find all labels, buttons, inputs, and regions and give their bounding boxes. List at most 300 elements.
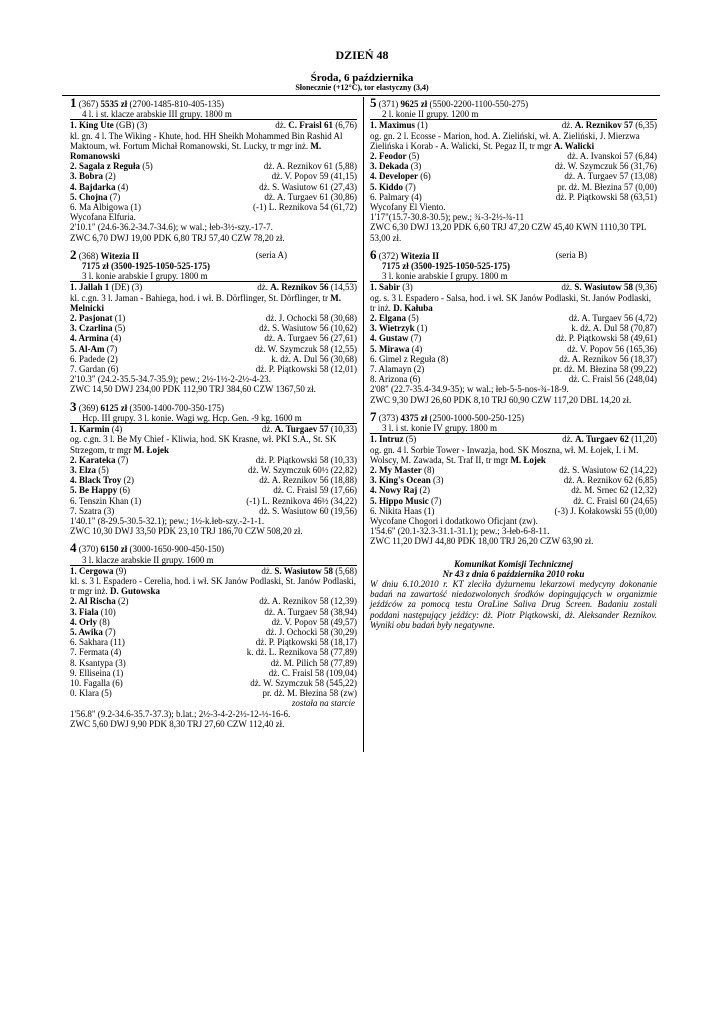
winner-jockey-prefix: dż. [257, 282, 268, 293]
placed-start: (2) [419, 485, 430, 496]
winner-name: 1. Karmin [70, 424, 110, 435]
placed-row [370, 171, 657, 181]
placed-left [70, 344, 117, 354]
winner-right [562, 434, 657, 444]
race-block [370, 95, 657, 243]
placed-horse: 3. Wietrzyk [370, 323, 415, 334]
placed-jockey: dż. S. Wasiutow 62 (14,22) [559, 464, 657, 475]
placed-start: (7) [106, 343, 118, 354]
placed-start: (7) [405, 181, 416, 192]
winner-jockey: S. Wasiutow 58 [274, 565, 333, 576]
other-jockey: dż. P. Piątkowski 58 (63,51) [555, 191, 657, 202]
placed-row [370, 344, 657, 354]
other-row [70, 658, 357, 668]
winner-left [370, 434, 416, 444]
right-column [370, 95, 657, 630]
breeding-info [70, 293, 357, 313]
other-horse: 10. Fagalla (6) [70, 677, 123, 688]
winner-start: (4) [111, 424, 123, 435]
placed-row [370, 323, 657, 333]
placed-jockey: dż. W. Szymczuk 60½ (22,82) [248, 464, 357, 475]
other-jockey: dż. W. Szymczuk 58 (545,22) [250, 677, 357, 688]
placed-horse: 3. King's Ocean [370, 475, 431, 486]
winner-odds: (10,33) [330, 424, 357, 435]
winner-start: (1) [417, 120, 428, 131]
placed-jockey: dż. A. Turgaev 56 (27,61) [264, 333, 357, 344]
placed-start: (6) [119, 485, 131, 496]
other-row [70, 364, 357, 374]
race-code: (367) [78, 99, 99, 109]
placed-left [70, 313, 125, 323]
placed-start: (8) [99, 616, 110, 627]
race-number: 1 [70, 95, 77, 110]
placed-jockey: dż. C. Fraisl 59 (17,66) [273, 485, 357, 496]
placed-left [70, 333, 121, 343]
race-note: Wycofane Chogori i dodatkowo Oficjant (zw). [370, 515, 538, 526]
winner-left [70, 282, 142, 292]
trainer-name: D. Kałuba [393, 302, 433, 313]
placed-left [70, 323, 125, 333]
winner-name: 1. Intruz [370, 434, 404, 445]
other-row [70, 668, 357, 678]
placed-horse: 3. Dekada [370, 161, 409, 172]
breeding-info [370, 131, 657, 151]
other-jockey: dż. S. Wasiutow 60 (19,56) [259, 505, 357, 516]
other-row [70, 637, 357, 647]
winner-odds: (5,68) [335, 565, 357, 576]
race-note: 2'08" (22.7-35.4-34.9-35); w wal.; łeb-5-5-nos-¾-18-9. [370, 384, 569, 395]
placed-left [370, 323, 427, 333]
prize-split: (3500-1400-700-350-175) [129, 402, 224, 413]
breeding-info [70, 434, 357, 454]
placed-row [70, 485, 357, 495]
winner-right [261, 566, 357, 576]
trainer-name: M. Łojek [133, 444, 169, 455]
race-conditions: 3 l. i st. konie IV grupy. 1800 m [370, 423, 657, 434]
race-note: 1'54.6" (20.1-32.3-31.1-31.1); pew.; 3-łeb-6-8-11. [370, 526, 550, 537]
placed-row [70, 182, 357, 192]
race-conditions: 3 l. konie arabskie I grupy. 1800 m [70, 271, 357, 282]
winner-row [70, 566, 357, 576]
trainer-name: A. Walicki [553, 140, 595, 151]
placed-horse: 4. Orly [70, 616, 97, 627]
race-series: (seria A) [255, 249, 287, 260]
placed-jockey: dż. S. Wasiutow 56 (10,62) [259, 323, 357, 334]
placed-left [370, 475, 444, 485]
placed-jockey: dż. A. Turgaev 61 (30,86) [264, 191, 357, 202]
placed-left [370, 333, 421, 343]
placed-jockey: dż. P. Piątkowski 58 (49,61) [555, 333, 657, 344]
winner-jockey: C. Fraisl 61 [288, 120, 333, 131]
prize-split: (2500-1000-500-250-125) [429, 412, 524, 423]
placed-left [370, 465, 434, 475]
race-note: Wycofany El Viento. [370, 202, 446, 213]
komunikat-number: Nr 43 z dnia 6 października 2010 roku [442, 568, 585, 579]
placed-horse: 5. Be Happy [70, 485, 118, 496]
other-horse: 8. Arizona (6) [370, 374, 421, 385]
race-header [370, 95, 657, 110]
other-jockey: pr. dż. M. Błezina 58 (99,22) [552, 364, 657, 375]
placed-left [70, 627, 116, 637]
placed-jockey: pr. dż. M. Błezina 57 (0,00) [557, 181, 657, 192]
race-prize-line: 7175 zł (3500-1925-1050-525-175) [82, 261, 210, 272]
winner-name: 1. Sabir [370, 282, 401, 293]
winner-jockey: A. Reznikov 56 [270, 282, 329, 293]
placed-left [70, 617, 110, 627]
placed-row [370, 151, 657, 161]
placed-start: (7) [410, 333, 422, 344]
placed-left [370, 161, 421, 171]
race-note: ZWC 5,60 DWJ 9,90 PDK 8,30 TRJ 27,60 CZW 112,40 zł. [70, 718, 285, 729]
placed-start: (1) [114, 313, 126, 324]
winner-jockey-prefix: dż. [562, 434, 573, 445]
placed-horse: 4. Black Troy [70, 475, 122, 486]
winner-left [370, 120, 428, 130]
placed-horse: 4. Armina [70, 333, 109, 344]
placed-left [370, 496, 442, 506]
race-note: 2'10.3" (24.2-35.5-34.7-35.9); pew.; 2½-1½-2-2½-4-23. [70, 374, 271, 385]
winner-jockey: A. Turgaev 57 [274, 424, 329, 435]
placed-left [70, 182, 128, 192]
other-row [70, 688, 357, 698]
race-prize: 5535 zł [100, 99, 128, 109]
winner-row [370, 434, 657, 444]
other-jockey: dż. P. Piątkowski 58 (18,17) [255, 637, 357, 648]
race-prize-line: 7175 zł (3500-1925-1050-525-175) [382, 261, 510, 272]
race-conditions: Hcp. III grupy. 3 l. konie. Wagi wg. Hcp. Gen. -9 kg. 1600 m [70, 413, 357, 424]
race-number: 7 [370, 408, 377, 424]
breeding-text: og. c.gn. 3 l. Be My Chief - Kliwia, hod. SK Krasne, wł. PKI S.A., St. SK Strzegom, tr mgr [70, 434, 337, 455]
winner-row [370, 282, 657, 292]
placed-horse: 3. Czarlina [70, 323, 113, 334]
placed-row [70, 192, 357, 202]
placed-horse: 3. Bobra [70, 171, 104, 182]
other-row [70, 496, 357, 506]
placed-left [70, 161, 153, 171]
breeding-text: kl. s. 3 l. Espadero - Cerelia, hod. i wł. SK Janów Podlaski, St. Janów Podlaski, tr mgr inż. [70, 575, 356, 597]
trainer-prefix: tr [322, 292, 328, 303]
winner-start: (3) [402, 282, 413, 293]
placed-jockey: dż. V. Popov 59 (41,15) [271, 171, 357, 182]
race-number: 4 [70, 540, 77, 556]
race-block [370, 246, 657, 405]
placed-row [70, 596, 357, 606]
other-row [70, 354, 357, 364]
placed-horse: 2. Al Rischa [70, 596, 116, 607]
winner-jockey: A. Reznikov 57 [574, 120, 633, 131]
other-row [370, 364, 657, 374]
placed-jockey: dż. W. Szymczuk 58 (12,55) [254, 343, 357, 354]
race-conditions: 3 l. klacze arabskie II grupy. 1600 m [70, 555, 357, 566]
winner-left [70, 424, 122, 434]
placed-left [370, 344, 422, 354]
placed-jockey: dż. A. Ivanskoi 57 (6,84) [567, 151, 657, 162]
placed-jockey: dż. P. Piątkowski 58 (10,33) [255, 454, 357, 465]
race-conditions: 3 l. konie arabskie I grupy. 1800 m [370, 271, 657, 282]
other-row [370, 374, 657, 384]
race-note: 2'10.1" (24.6-36.2-34.7-34.6); w wal.; łeb-3½-szy.-17-7. [70, 222, 273, 233]
race-block [70, 246, 357, 395]
placed-left [70, 171, 116, 181]
placed-row [70, 344, 357, 354]
trainer-name: M. Łojek [510, 454, 546, 465]
trainer-name: M. Romanowski [70, 140, 322, 162]
placed-row [370, 313, 657, 323]
race-header-left [70, 246, 140, 262]
placed-left [70, 475, 134, 485]
placed-horse: 3. Fiala [70, 606, 99, 617]
winner-jockey-prefix: dż. [261, 565, 273, 576]
winner-row [70, 282, 357, 292]
placed-start: (5) [142, 161, 153, 172]
race-header [370, 408, 657, 424]
other-jockey: (-3) J. Kołakowski 55 (0,00) [554, 505, 657, 516]
komunikat-body: W dniu 6.10.2010 r. KT zleciła dyżurnemu lekarzowi medycyny dokonanie badań na zawartość niedozwolonych środków dopingujących w organizmie jeźdźców za pomocą testu OraLine Saliva Drug Screen. Badaniu zostali poddani następujący jeźdźcy: dż. Piotr Piątkowski, dż. Aleksander Reznikov. Wyniki obu badań były negatywne. [370, 578, 657, 630]
placed-left [370, 182, 416, 192]
placed-start: (10) [100, 606, 116, 617]
placed-start: (6) [420, 171, 431, 182]
left-column [70, 95, 357, 736]
other-horse: 7. Alamayn (2) [370, 364, 425, 375]
placed-jockey: dż. A. Turgaev 56 (4,72) [568, 313, 657, 324]
race-header [70, 398, 357, 414]
winner-odds: (14,53) [330, 282, 357, 293]
placed-start: (4) [117, 181, 129, 192]
race-header [70, 246, 357, 262]
race-conditions: 4 l. i st. klacze arabskie III grupy. 1800 m [70, 109, 357, 120]
other-jockey: k. dż. L. Reznikova 58 (77,89) [246, 647, 357, 658]
placed-horse: 4. Developer [370, 171, 418, 182]
race-block [70, 398, 357, 537]
winner-start: (GB) (3) [116, 120, 148, 131]
race-prize: 9625 zł [400, 99, 428, 109]
winner-right [262, 424, 357, 434]
race-number: 6 [370, 246, 377, 262]
placed-jockey: dż. V. Popov 56 (165,36) [567, 343, 657, 354]
placed-horse: 5. Hippo Music [370, 495, 429, 506]
placed-left [70, 465, 109, 475]
other-horse: 6. Ma Albigowa (1) [70, 202, 141, 213]
other-row [70, 678, 357, 688]
other-jockey: k. dż. A. Dul 56 (30,68) [271, 353, 357, 364]
placed-left [70, 485, 130, 495]
winner-row [70, 120, 357, 130]
prize-split: (2700-1485-810-405-135) [129, 99, 224, 109]
race-prize: Witezia II [100, 250, 140, 261]
komunikat-title: Komunikat Komisji Technicznej [454, 558, 573, 569]
winner-name: 1. King Ute [70, 120, 114, 131]
winner-jockey-prefix: dż. [561, 282, 573, 293]
race-note: ZWC 6,70 DWJ 19,00 PDK 6,80 TRJ 57,40 CZW 78,20 zł. [70, 232, 285, 243]
placed-horse: 5. Mirawa [370, 343, 410, 354]
placed-start: (5) [408, 151, 420, 162]
placed-row [70, 313, 357, 323]
other-horse: 9. Elliseina (1) [70, 667, 124, 678]
placed-start: (8) [423, 464, 435, 475]
placed-horse: 2. My Master [370, 464, 422, 475]
race-number: 3 [70, 398, 77, 414]
race-date: Środa, 6 października [310, 72, 414, 84]
other-jockey: dż. A. Reznikov 56 (18,37) [559, 353, 657, 364]
placed-jockey: k. dż. A. Dul 58 (70,87) [571, 323, 657, 334]
placed-start: (2) [105, 171, 116, 182]
placed-row [70, 475, 357, 485]
placed-jockey: dż. J. Ochocki 58 (30,68) [265, 313, 357, 324]
placed-jockey: dż. A. Reznikov 56 (18,88) [259, 475, 357, 486]
other-horse: 6. Sakhara (11) [70, 637, 125, 648]
placed-left [70, 596, 129, 606]
weather-track: Słonecznie (+12°C), tor elastyczny (3,4) [295, 83, 429, 92]
race-header [70, 540, 357, 556]
race-header [70, 95, 357, 110]
placed-jockey: dż. A. Turgaev 58 (38,94) [264, 606, 357, 617]
breeding-info [370, 293, 657, 313]
trainer-name: M. Melnicki [70, 292, 341, 313]
placed-row [70, 627, 357, 637]
race-note: Wycofana Elfuria. [70, 212, 136, 223]
other-horse: 7. Fermata (4) [70, 647, 122, 658]
winner-jockey-prefix: dż. [561, 120, 573, 131]
winner-jockey-prefix: dż. [261, 424, 273, 435]
placed-start: (1) [416, 323, 428, 334]
other-jockey: dż. P. Piątkowski 58 (12,01) [255, 364, 357, 375]
breeding-text: og. gn. 2 l. Ecosse - Marion, hod. A. Zieliński, wł. A. Zieliński, J. Mierzwa Zielińska i Korab - A. Walicki, St. Pegaz II, tr mgr [370, 130, 640, 151]
other-horse: 8. Ksantypa (3) [70, 657, 126, 668]
winner-start: (9) [115, 565, 127, 576]
race-note: ZWC 11,20 DWJ 44,80 PDK 18,00 TRJ 26,20 CZW 63,90 zł. [370, 536, 594, 547]
race-code: (372) [378, 250, 399, 261]
day-title: DZIEŃ 48 [335, 48, 389, 62]
race-code: (368) [78, 250, 99, 261]
other-horse: 6. Tenszin Khan (1) [70, 495, 142, 506]
placed-horse: 2. Sagala z Reguła [70, 161, 141, 172]
winner-jockey-prefix: dż. [275, 120, 286, 131]
other-horse: 7. Szatra (3) [70, 505, 115, 516]
breeding-text: og. s. 3 l. Espadero - Salsa, hod. i wł. SK Janów Podlaski, St. Janów Podlaski, tr inż. [370, 292, 651, 313]
race-prize: 6125 zł [100, 402, 128, 413]
other-horse: 7. Gardan (6) [70, 364, 119, 375]
other-row [70, 202, 357, 212]
placing-note: została na starcie [291, 698, 355, 709]
other-jockey: (-1) L. Reznikova 54 (61,72) [253, 202, 357, 213]
breeding-info [70, 576, 357, 596]
other-row [370, 506, 657, 516]
winner-name: 1. Jallah 1 [70, 282, 110, 293]
placed-row [70, 161, 357, 171]
race-prize: Witezia II [400, 250, 440, 261]
placed-row [370, 496, 657, 506]
placed-jockey: dż. M. Srnec 62 (12,32) [571, 485, 657, 496]
winner-right [562, 120, 657, 130]
other-horse: 6. Padede (2) [70, 353, 118, 364]
race-block [70, 95, 357, 243]
placed-left [370, 313, 419, 323]
race-conditions: 2 l. konie II grupy. 1200 m [370, 109, 657, 120]
race-block [70, 540, 357, 729]
winner-row [370, 120, 657, 130]
placed-start: (5) [114, 323, 126, 334]
breeding-text: og. gn. 4 l. Sorbie Tower - Inwazja, hod. SK Moszna, wł. M. Łojek, I. i M. Wolscy, M. Zawada, St. Traf II, tr mgr [370, 444, 639, 465]
placed-start: (7) [431, 495, 442, 506]
komunikat [370, 559, 657, 630]
placed-horse: 3. Elza [70, 464, 96, 475]
placed-row [370, 485, 657, 495]
race-header [370, 246, 657, 262]
winner-left [70, 120, 147, 130]
placed-start: (4) [110, 333, 122, 344]
race-number: 5 [370, 95, 377, 110]
placed-jockey: dż. A. Turgaev 57 (13,08) [564, 171, 657, 182]
breeding-info [370, 445, 657, 465]
winner-right [275, 120, 357, 130]
placed-row [70, 333, 357, 343]
placed-horse: 2. Feodor [370, 151, 407, 162]
race-note: 1'56.8" (9.2-34.6-35.7-37.3); b.lat.; 2½-3-4-2-2½-12-½-16-6. [70, 708, 291, 719]
race-code: (373) [378, 412, 399, 423]
placed-horse: 2. Pasjonat [70, 313, 113, 324]
column-divider [363, 97, 364, 752]
placed-row [70, 171, 357, 181]
winner-odds: (11,20) [631, 434, 657, 445]
placed-left [370, 485, 430, 495]
placed-jockey: dż. S. Wasiutow 61 (27,43) [259, 181, 357, 192]
other-horse: 6. Gimel z Reguła (8) [370, 353, 449, 364]
race-note: 1'17"(15.7-30.8-30.5); pew.; ¾-3-2½-¾-11 [370, 212, 525, 223]
other-jockey: dż. C. Fraisl 56 (248,04) [568, 374, 657, 385]
placed-jockey: dż. A. Reznikov 62 (6,85) [563, 475, 657, 486]
breeding-text: kl. gn. 4 l. The Wiking - Khute, hod. HH Sheikh Mohammed Bin Rashid Al Maktoum, wł. Fortum Michał Romanowski, St. Lucky, [70, 130, 343, 151]
placed-row [370, 161, 657, 171]
placed-start: (7) [109, 191, 121, 202]
winner-jockey: A. Turgaev 62 [575, 434, 629, 445]
placed-row [70, 465, 357, 475]
winner-left [70, 566, 126, 576]
placed-horse: 2. Karateka [70, 454, 116, 465]
placed-jockey: dż. C. Fraisl 60 (24,65) [573, 495, 657, 506]
race-number: 2 [70, 246, 77, 262]
other-horse: 6. Palmary (4) [370, 191, 422, 202]
race-note: ZWC 10,30 DWJ 33,50 PDK 23,10 TRJ 186,70 CZW 508,20 zł. [70, 526, 303, 537]
placed-jockey: dż. V. Popov 58 (49,57) [271, 616, 357, 627]
placed-jockey: dż. J. Ochocki 58 (30,29) [265, 626, 357, 637]
placed-horse: 4. Gustaw [370, 333, 409, 344]
race-note: ZWC 14,50 DWJ 234,00 PDK 112,90 TRJ 384,60 CZW 1367,50 zł. [70, 384, 316, 395]
placed-row [370, 465, 657, 475]
breeding-text: kl. c.gn. 3 l. Jaman - Bahiega, hod. i wł. B. Dörflinger, St. Dörflinger, [70, 292, 321, 303]
race-note: 1'40.1" (8-29.5-30.5-32.1); pew.; 1½-k.łeb-szy.-2-1-1. [70, 515, 265, 526]
trainer-name: D. Gutowska [110, 586, 161, 597]
placed-row [370, 333, 657, 343]
placed-start: (3) [433, 475, 444, 486]
placed-jockey: dż. A. Reznikov 61 (5,88) [263, 161, 357, 172]
placed-jockey: dż. W. Szymczuk 56 (31,76) [554, 161, 657, 172]
winner-row [70, 424, 357, 434]
winner-start: (DE) (3) [111, 282, 143, 293]
placed-horse: 5. Al-Am [70, 343, 105, 354]
race-series: (seria B) [555, 249, 587, 260]
placed-horse: 5. Awika [70, 626, 103, 637]
placed-start: (7) [117, 454, 129, 465]
other-jockey: dż. M. Pilich 58 (77,89) [270, 657, 357, 668]
other-jockey: pr. dż. M. Błezina 58 (zw) [262, 688, 357, 699]
placed-horse: 4. Bajdarka [70, 181, 116, 192]
other-horse: 0. Klara (5) [70, 688, 112, 699]
placed-start: (7) [105, 626, 116, 637]
other-jockey: dż. C. Fraisl 58 (109,04) [268, 667, 357, 678]
winner-name: 1. Maximus [370, 120, 415, 131]
race-header-left [370, 246, 440, 262]
placed-left [370, 151, 419, 161]
